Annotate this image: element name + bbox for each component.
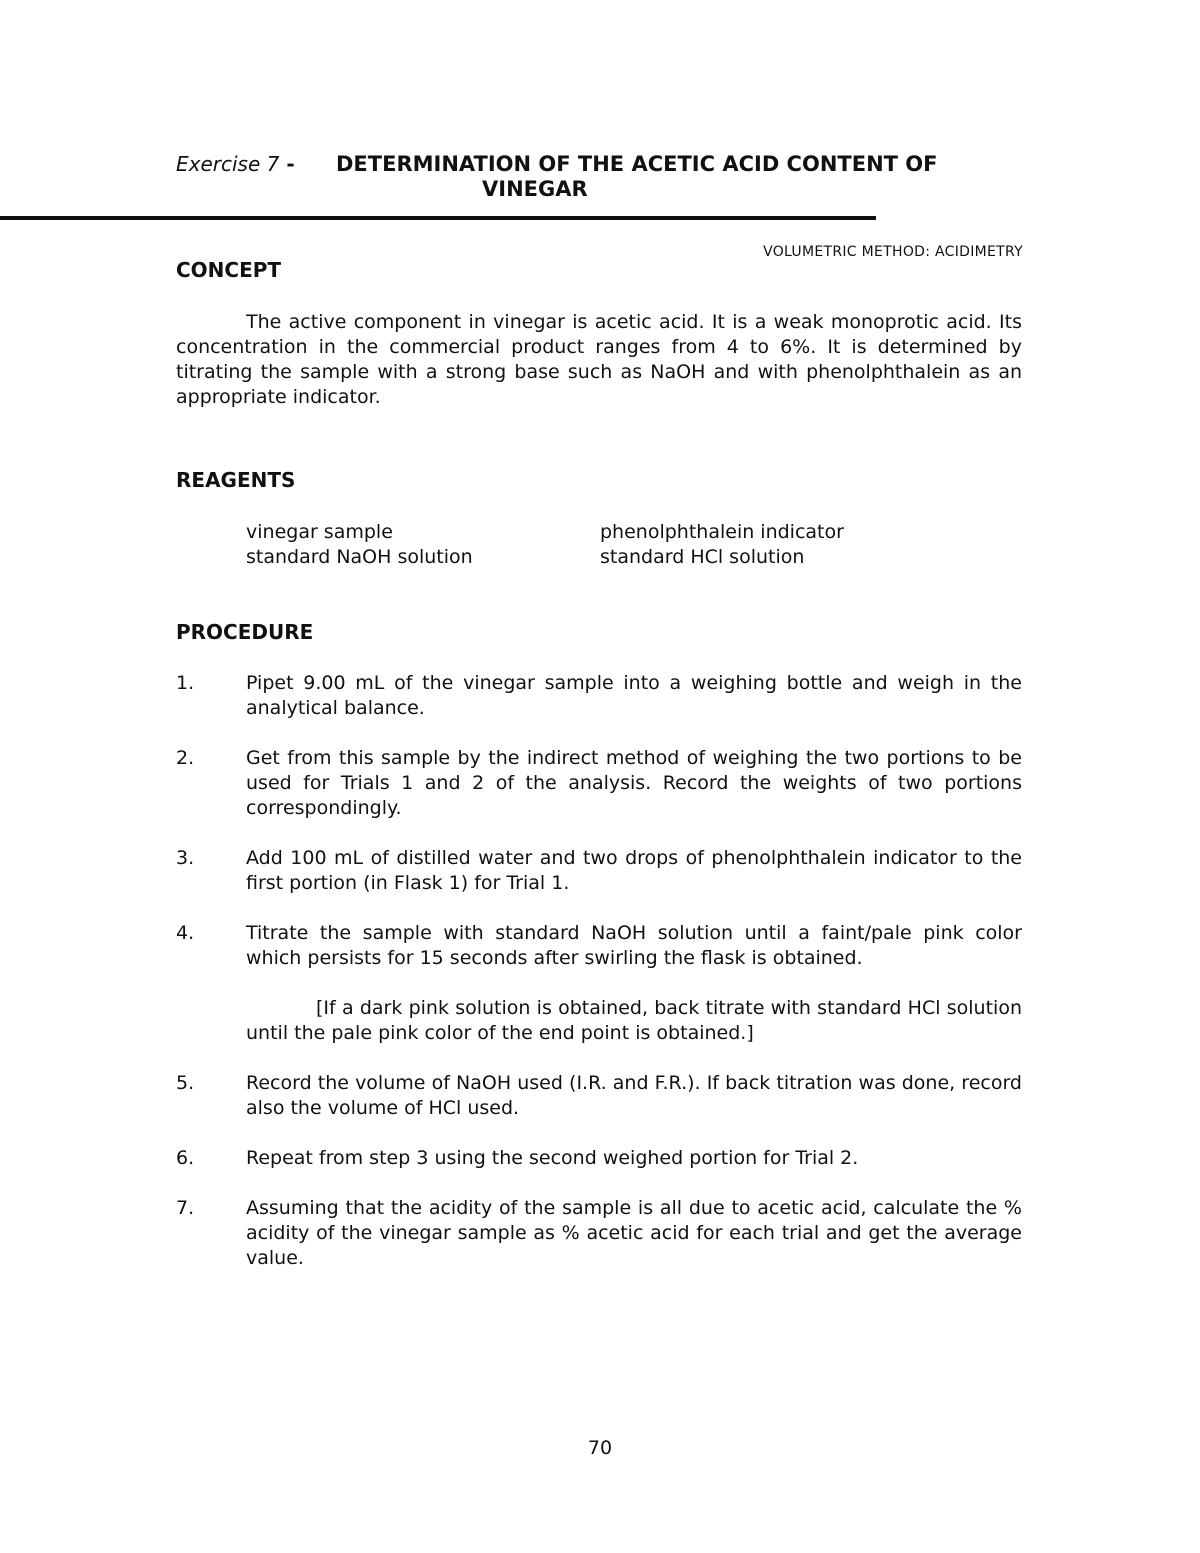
reagent-item: phenolphthalein indicator: [600, 521, 844, 543]
reagent-item: standard NaOH solution: [246, 546, 473, 568]
procedure-step: [176, 846, 1022, 896]
exercise-number: Exercise 7: [176, 152, 280, 176]
page-number: 70: [587, 1437, 613, 1459]
title-dash: -: [279, 152, 295, 176]
step-text: Titrate the sample with standard NaOH solution until a faint/pale pink color which persists for 15 seconds after swirling the flask is obtained.: [246, 922, 1022, 969]
reagents-list: [246, 520, 946, 570]
title-divider: [0, 216, 876, 220]
concept-heading: CONCEPT: [176, 258, 282, 282]
step-text: Record the volume of NaOH used (I.R. and F.R.). If back titration was done, record also the volume of HCl used.: [246, 1072, 1022, 1119]
reagent-item: standard HCl solution: [600, 546, 805, 568]
reagent-item: vinegar sample: [246, 521, 393, 543]
procedure-heading: PROCEDURE: [176, 620, 314, 644]
step-text: Repeat from step 3 using the second weighed portion for Trial 2.: [246, 1147, 859, 1169]
procedure-step: [176, 921, 1022, 971]
step-text: Add 100 mL of distilled water and two drops of phenolphthalein indicator to the first portion (in Flask 1) for Trial 1.: [246, 847, 1022, 894]
step-number: 1.: [176, 672, 195, 694]
page-title: DETERMINATION OF THE ACETIC ACID CONTENT OF: [336, 152, 938, 176]
procedure-step: [176, 1071, 1022, 1121]
step-number: 4.: [176, 922, 195, 944]
step-number: 2.: [176, 747, 195, 769]
method-label: VOLUMETRIC METHOD: ACIDIMETRY: [763, 244, 1023, 260]
title-block: [176, 152, 1036, 202]
procedure-step: [176, 671, 1022, 721]
exercise-label: [176, 152, 336, 177]
step-text: Get from this sample by the indirect method of weighing the two portions to be used for Trials 1 and 2 of the analysis. Record the weights of two portions correspondingly.: [246, 747, 1022, 819]
procedure-steps: [176, 671, 1022, 1296]
reagents-heading: REAGENTS: [176, 468, 296, 492]
concept-paragraph: The active component in vinegar is acetic acid. It is a weak monoprotic acid. Its concentration in the commercial product ranges from 4 to 6%. It is determined by titrating the sample with a strong base such as NaOH and with phenolphthalein as an appropriate indicator.: [176, 311, 1022, 408]
procedure-step: [176, 746, 1022, 821]
step-number: 7.: [176, 1197, 195, 1219]
step-number: 6.: [176, 1147, 195, 1169]
step-number: 3.: [176, 847, 195, 869]
step-number: 5.: [176, 1072, 195, 1094]
page-title-line2: VINEGAR: [482, 177, 588, 201]
procedure-step: [176, 1146, 1022, 1171]
step-text: Pipet 9.00 mL of the vinegar sample into a weighing bottle and weigh in the analytical balance.: [246, 672, 1022, 719]
back-titration-note: [If a dark pink solution is obtained, back titrate with standard HCl solution until the pale pink color of the end point is obtained.]: [246, 997, 1022, 1044]
procedure-step: [176, 1196, 1022, 1271]
step-text: Assuming that the acidity of the sample is all due to acetic acid, calculate the % acidity of the vinegar sample as % acetic acid for each trial and get the average value.: [246, 1197, 1022, 1269]
